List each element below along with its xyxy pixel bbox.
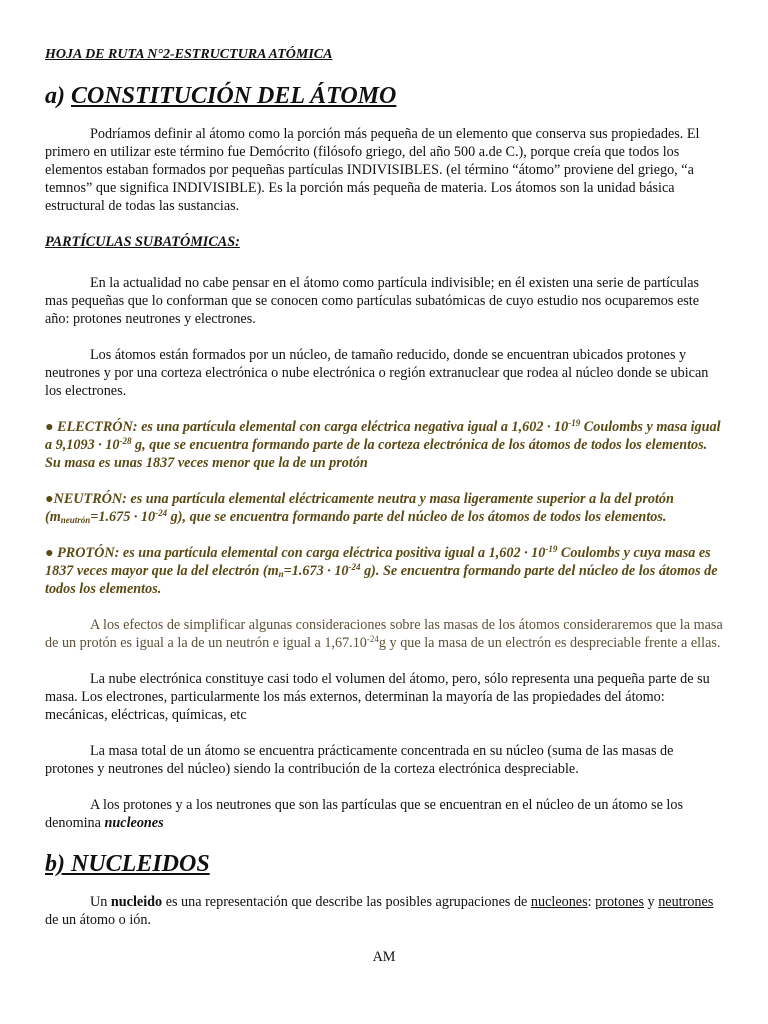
- paragraph-nucleons: A los protones y a los neutrones que son las partículas que se encuentran en el núcleo de un átomo se los denomina nucleones: [45, 797, 683, 831]
- section-b-title: NUCLEIDOS: [65, 851, 210, 877]
- link-nucleones[interactable]: nucleones: [530, 894, 588, 910]
- paragraph-atom-definition: Podríamos definir al átomo como la porción más pequeña de un elemento que conserva sus propiedades. El primero en utilizar este término fue Demócrito (filósofo griego, del año 500 a.de C.), porque creía que todos los elementos estaban formados por pequeñas partículas INDIVISIBLES. (el término “átomo” proviene del griego, “a temnos” que significa INDIVISIBLE). Es la porción más pequeña de materia. Los átomos son la unidad básica estructural de todas las sustancias.: [45, 126, 700, 214]
- document-title: HOJA DE RUTA N°2-ESTRUCTURA ATÓMICA: [45, 47, 333, 62]
- section-b-heading: [45, 850, 725, 878]
- section-a-prefix: a): [45, 83, 65, 109]
- subatomic-particles-heading: PARTÍCULAS SUBATÓMICAS:: [45, 234, 240, 250]
- link-protones[interactable]: protones: [595, 894, 644, 910]
- document-page: [45, 46, 725, 947]
- paragraph-subatomic-intro: En la actualidad no cabe pensar en el átomo como partícula indivisible; en él existen una serie de partículas mas pequeñas que lo conforman que se conocen como partículas subatómicas de cuyo estudio nos ocuparemos este año: protones neutrones y electrones.: [45, 275, 700, 327]
- paragraph-nucleus-mass: La masa total de un átomo se encuentra prácticamente concentrada en su núcleo (suma de las masas de protones y neutrones del núcleo) siendo la contribución de la corteza electrónica despreciable.: [45, 743, 674, 777]
- link-neutrones[interactable]: neutrones: [658, 894, 714, 910]
- term-nucleones: nucleones: [104, 815, 164, 831]
- section-b-prefix: b): [45, 851, 65, 877]
- proton-definition: ● PROTÓN: es una partícula elemental con carga eléctrica positiva igual a $1,602 \cdot 10^{-19}$ Coulombs y cuya masa es 1837 veces mayor que la del electrón ($m_n=1.673 \cdot 10^{-24}$ g). Se encuentra formando parte del núcleo de los átomos de todos los elementos.: [45, 544, 718, 597]
- term-nucleido: nucleido: [110, 894, 163, 910]
- paragraph-electron-cloud: La nube electrónica constituye casi todo el volumen del átomo, pero, sólo representa una pequeña parte de su masa. Los electrones, particularmente los más externos, determinan la mayoría de las propiedades del átomo: mecánicas, eléctricas, químicas, etc: [45, 671, 710, 723]
- page-footer: AM: [372, 949, 396, 965]
- section-a-title: CONSTITUCIÓN DEL ÁTOMO: [71, 83, 397, 109]
- paragraph-nucleido-definition: Un nucleido es una representación que describe las posibles agrupaciones de nucleones: protones y neutrones de un átomo o ión.: [45, 894, 714, 928]
- electron-definition: ● ELECTRÓN: es una partícula elemental con carga eléctrica negativa igual a $1,602 \cdot 10^{-19}$ Coulombs y masa igual a $9,1093 \cdot 10^{-28}$ g, que se encuentra formando parte de la corteza electrónica de los átomos de todos los elementos. Su masa es unas 1837 veces menor que la de un protón: [45, 418, 721, 471]
- mass-simplification-note: A los efectos de simplificar algunas consideraciones sobre las masas de los átomos consideraremos que la masa de un protón es igual a la de un neutrón e igual a $1,67.10^{-24}g$ y que la masa de un electrón es despreciable frente a ellas.: [45, 617, 723, 651]
- paragraph-atom-structure: Los átomos están formados por un núcleo, de tamaño reducido, donde se encuentran ubicados protones y neutrones y por una corteza electrónica o nube electrónica o región extranuclear que rodea al núcleo donde se ubican los electrones.: [45, 347, 709, 399]
- neutron-definition: ●NEUTRÓN: es una partícula elemental eléctricamente neutra y masa ligeramente superior a la del protón ($m_{neutrón}=1.675 \cdot 10^{-24}$ g), que se encuentra formando parte del núcleo de los átomos de todos los elementos.: [45, 491, 674, 525]
- section-a-heading: [45, 82, 725, 110]
